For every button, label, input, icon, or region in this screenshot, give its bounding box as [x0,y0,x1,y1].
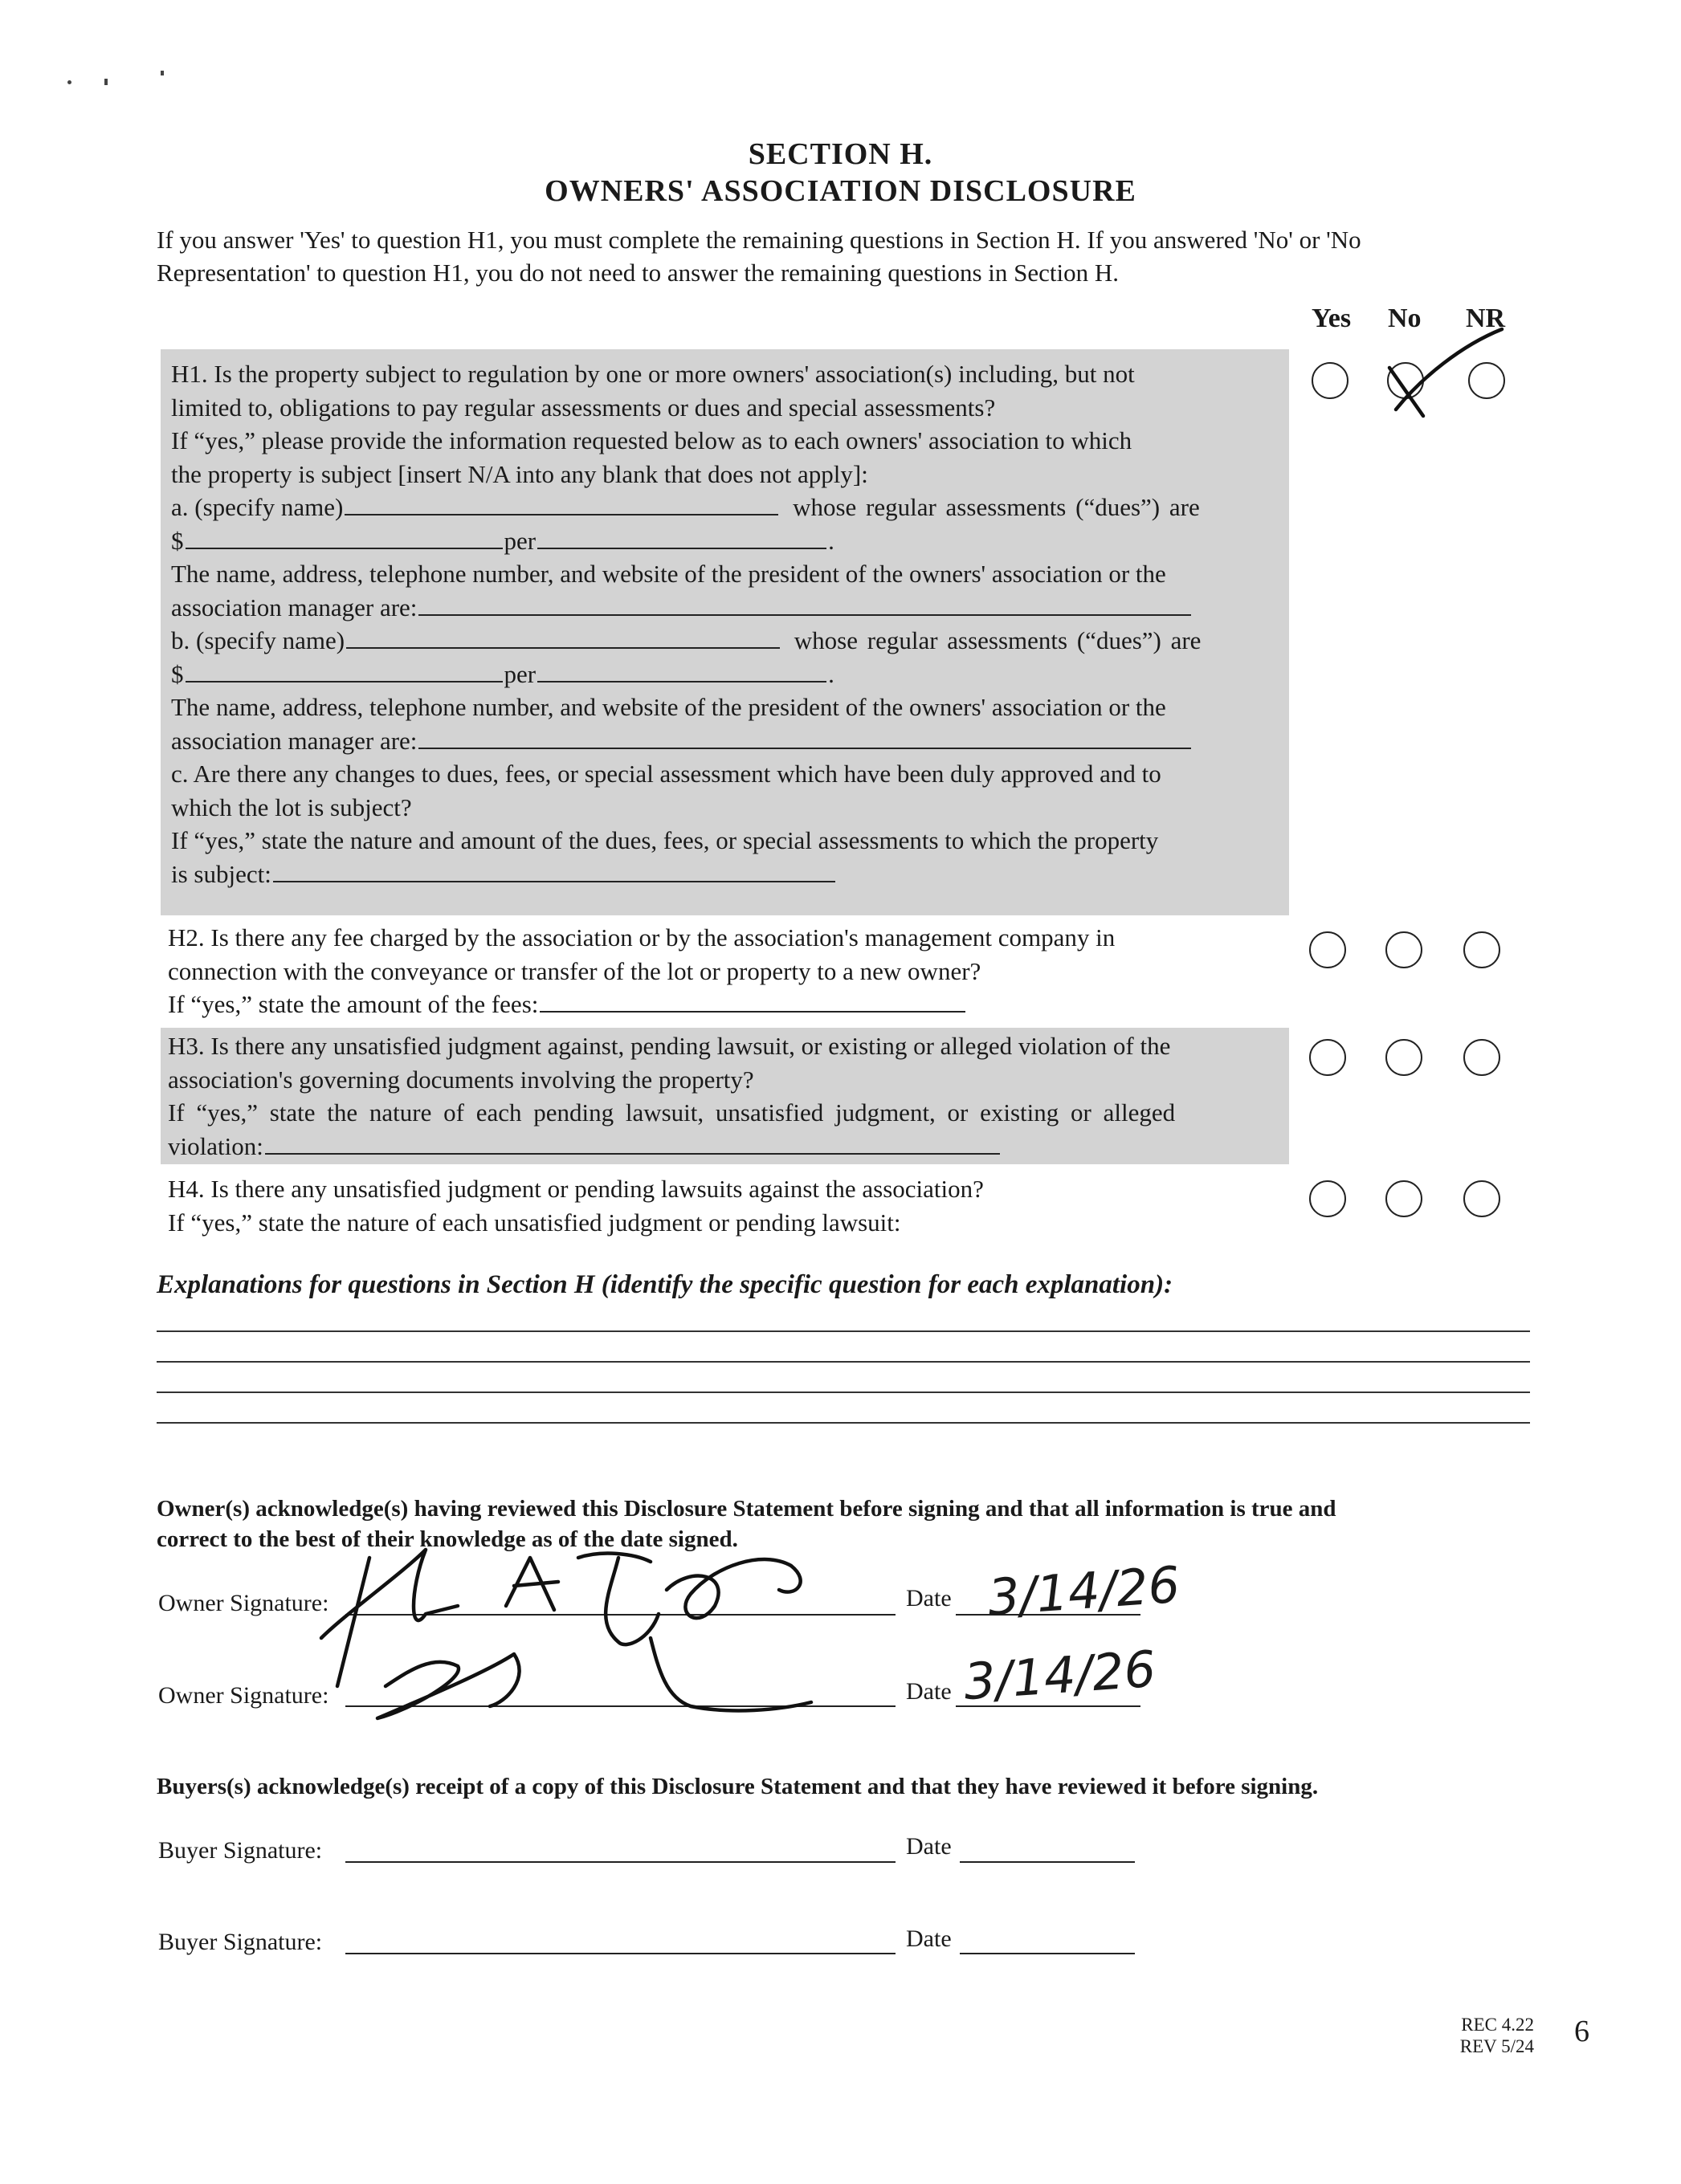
explanations-title: Explanations for questions in Section H (identify the specific question for each explanation): [157,1270,1173,1299]
form-code-rec: REC 4.22 [1461,2015,1534,2035]
h1-line-1: H1. Is the property subject to regulation by one or more owners' association(s) including, but not [171,360,1135,388]
owner-date-label-1: Date [906,1585,952,1612]
h1-a-period: . [828,526,834,555]
h3-yes-radio[interactable] [1309,1039,1346,1076]
h1-b-president-text: The name, address, telephone number, and website of the president of the owners' association or the [171,693,1166,721]
h4-line-2: If “yes,” state the nature of each unsatisfied judgment or pending lawsuit: [168,1208,901,1237]
buyer-signature-label-2: Buyer Signature: [158,1929,323,1955]
form-code-rev: REV 5/24 [1459,2036,1534,2056]
question-h2 [168,921,1115,1021]
h2-yes-radio[interactable] [1309,931,1346,968]
h1-b-name-field[interactable] [346,647,780,649]
buyer-date-line-2[interactable] [960,1953,1135,1954]
owner-signature-label-2: Owner Signature: [158,1682,329,1709]
h1-a-period-field[interactable] [537,548,826,549]
buyer-date-line-1[interactable] [960,1861,1135,1863]
scan-speck [161,71,164,75]
buyer-signature-line-1[interactable] [345,1861,896,1863]
h1-yes-radio[interactable] [1312,362,1348,399]
h1-c-label: is subject: [171,859,271,888]
h1-c-line-1: c. Are there any changes to dues, fees, or special assessment which have been duly approved and to [171,760,1161,788]
h1-a-manager-label: association manager are: [171,593,418,621]
owner-signature-label-1: Owner Signature: [158,1590,329,1616]
column-yes: Yes [1312,304,1352,333]
owner-date-value-2: 3/14/26 [961,1639,1158,1712]
h4-line-1: H4. Is there any unsatisfied judgment or pending lawsuits against the association? [168,1175,984,1203]
h2-fee-field[interactable] [540,1011,965,1013]
explanation-line-3[interactable] [157,1391,1530,1393]
h1-c-row [171,858,1201,891]
explanation-line-1[interactable] [157,1330,1530,1332]
h1-b-row [171,624,1201,658]
h1-b-label: b. (specify name) [171,626,345,654]
h1-b-per: per [504,659,537,688]
h1-a-manager-field[interactable] [418,614,1191,616]
h4-yes-radio[interactable] [1309,1180,1346,1217]
h1-line-2: limited to, obligations to pay regular assessments or dues and special assessments? [171,393,996,422]
h3-violation-row [168,1130,1175,1163]
page-title: OWNERS' ASSOCIATION DISCLOSURE [545,174,1136,208]
question-h1 [171,357,1201,890]
form-code [1438,2014,1534,2057]
h1-b-amount-field[interactable] [186,681,503,682]
h1-b-amount-row [171,658,1201,691]
column-nr: NR [1466,304,1506,333]
scan-speck [67,80,71,84]
h2-line-2: connection with the conveyance or transfer of the lot or property to a new owner? [168,956,981,985]
h1-b-period: . [828,659,834,688]
h1-b-manager-label: association manager are: [171,726,418,755]
h3-no-radio[interactable] [1385,1039,1422,1076]
owner-date-value-1: 3/14/26 [985,1554,1182,1628]
h1-line-3: If “yes,” please provide the information requested below as to each owners' association to which [171,426,1132,454]
buyer-date-label-1: Date [906,1833,952,1860]
h3-line-3: If “yes,” state the nature of each pending lawsuit, unsatisfied judgment, or existing or alleged [168,1098,1176,1127]
column-no: No [1388,304,1422,333]
h2-fee-label: If “yes,” state the amount of the fees: [168,990,539,1018]
h3-line-2: association's governing documents involving the property? [168,1065,754,1094]
h1-b-dollar: $ [171,659,184,688]
intro-line-1: If you answer 'Yes' to question H1, you must complete the remaining questions in Section H. If you answered 'No' or 'No [157,226,1361,254]
h1-a-dues-text: whose regular assessments (“dues”) are [793,493,1200,521]
h1-b-period-field[interactable] [537,681,826,682]
owner-ack-line-2: correct to the best of their knowledge as of the date signed. [157,1526,738,1552]
h1-a-per: per [504,526,537,555]
buyer-date-label-2: Date [906,1925,952,1952]
h3-line-1: H3. Is there any unsatisfied judgment against, pending lawsuit, or existing or alleged violation of the [168,1032,1171,1060]
buyer-signature-line-2[interactable] [345,1953,896,1954]
h1-a-president-text: The name, address, telephone number, and website of the president of the owners' association or the [171,560,1166,588]
h3-violation-field[interactable] [265,1153,1000,1155]
owner-ack-line-1: Owner(s) acknowledge(s) having reviewed this Disclosure Statement before signing and that all information is true and [157,1496,1336,1522]
explanation-line-4[interactable] [157,1422,1530,1424]
h4-nr-radio[interactable] [1463,1180,1500,1217]
h1-no-checkmark [1373,321,1518,434]
h1-a-name-field[interactable] [345,514,778,515]
scan-speck [104,79,108,85]
h1-b-manager-field[interactable] [418,748,1191,749]
h1-a-row [171,491,1201,524]
h1-a-amount-field[interactable] [186,548,503,549]
buyer-acknowledgment: Buyers(s) acknowledge(s) receipt of a copy of this Disclosure Statement and that they have reviewed it before signing. [157,1774,1319,1799]
buyer-signature-label-1: Buyer Signature: [158,1837,323,1864]
section-label: SECTION H. [748,137,933,171]
h1-c-line-2: which the lot is subject? [171,793,412,821]
h1-b-dues-text: whose regular assessments (“dues”) are [794,626,1202,654]
explanation-line-2[interactable] [157,1361,1530,1363]
h3-violation-label: violation: [168,1131,263,1160]
h1-b-manager-row [171,724,1201,758]
intro-text [157,223,1538,289]
h2-no-radio[interactable] [1385,931,1422,968]
h3-nr-radio[interactable] [1463,1039,1500,1076]
h2-fee-row [168,988,1115,1021]
h1-c-field[interactable] [273,881,835,882]
h1-a-label: a. (specify name) [171,493,344,521]
h4-no-radio[interactable] [1385,1180,1422,1217]
h1-a-manager-row [171,591,1201,625]
h1-a-amount-row [171,524,1201,558]
owner-signature-drawing [313,1518,892,1726]
page-number: 6 [1574,2015,1589,2048]
h2-nr-radio[interactable] [1463,931,1500,968]
question-h4 [168,1172,984,1239]
h1-a-dollar: $ [171,526,184,555]
h1-line-4: the property is subject [insert N/A into any blank that does not apply]: [171,459,868,488]
h2-line-1: H2. Is there any fee charged by the association or by the association's management company in [168,923,1116,951]
owner-date-label-2: Date [906,1678,952,1705]
intro-line-2: Representation' to question H1, you do not need to answer the remaining questions in Section H. [157,259,1120,287]
h1-c-line-3: If “yes,” state the nature and amount of the dues, fees, or special assessments to which the property [171,826,1159,854]
question-h3 [168,1029,1175,1163]
